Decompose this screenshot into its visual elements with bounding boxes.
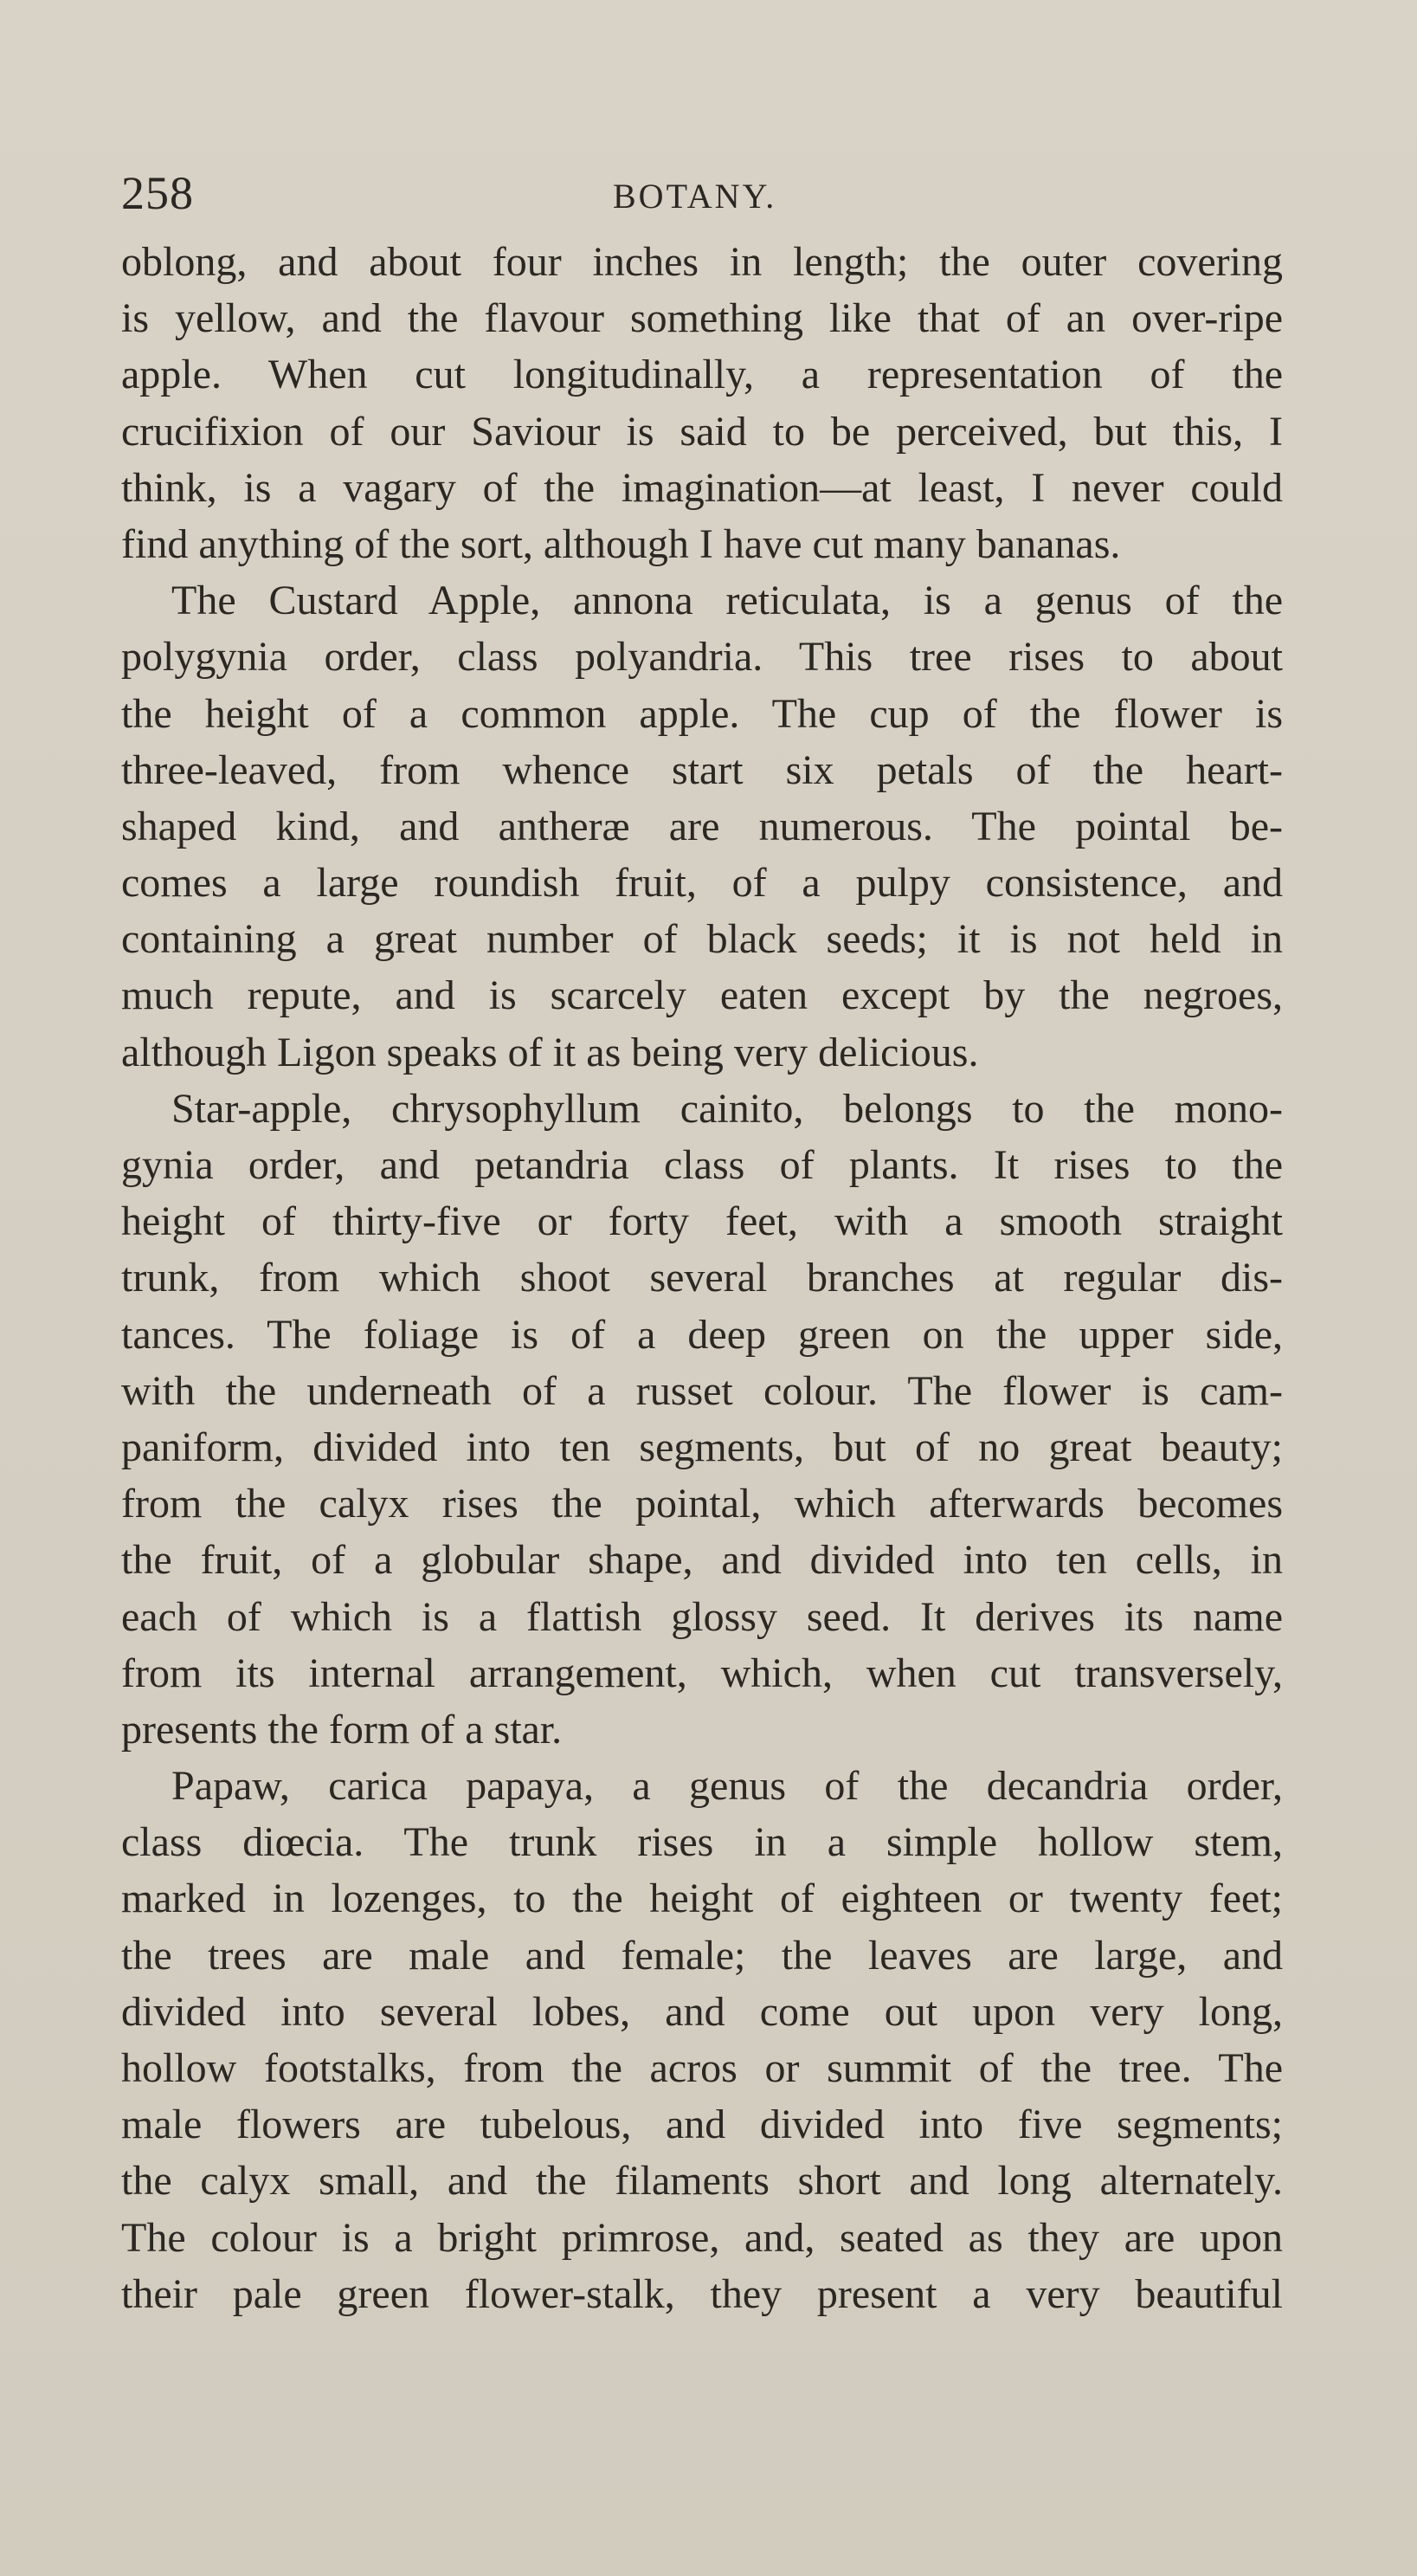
text-line: with the underneath of a russet colour. The flower is cam- xyxy=(121,1367,1283,1414)
text-line: The colour is a bright primrose, and, seated as they are upon xyxy=(121,2214,1283,2261)
text-line: Papaw, carica papaya, a genus of the decandria order, xyxy=(171,1763,1283,1810)
text-line: three-leaved, from whence start six petals of the heart- xyxy=(121,746,1283,793)
text-line: from its internal arrangement, which, when cut transversely, xyxy=(121,1650,1283,1696)
text-line: the trees are male and female; the leaves are large, and xyxy=(121,1932,1283,1979)
text-line: containing a great number of black seeds; it is not held in xyxy=(121,916,1283,963)
text-line: hollow footstalks, from the acros or summit of the tree. The xyxy=(121,2045,1283,2091)
text-line: height of thirty-five or forty feet, with a smooth straight xyxy=(121,1198,1283,1245)
body-text xyxy=(121,234,1283,2322)
text-line: class diœcia. The trunk rises in a simple hollow stem, xyxy=(121,1819,1283,1866)
text-line: comes a large roundish fruit, of a pulpy consistence, and xyxy=(121,860,1283,907)
text-line: The Custard Apple, annona reticulata, is a genus of the xyxy=(171,578,1283,624)
page-number: 258 xyxy=(121,167,194,219)
text-line: crucifixion of our Saviour is said to be perceived, but this, I xyxy=(121,408,1283,455)
text-line: the fruit, of a globular shape, and divided into ten cells, in xyxy=(121,1537,1283,1584)
text-line: paniform, divided into ten segments, but of no great beauty; xyxy=(121,1424,1283,1470)
text-line: is yellow, and the flavour something like that of an over-ripe xyxy=(121,295,1283,342)
text-line: each of which is a flattish glossy seed. It derives its name xyxy=(121,1593,1283,1640)
text-line: shaped kind, and antheræ are numerous. The pointal be- xyxy=(121,803,1283,849)
text-line: oblong, and about four inches in length; the outer covering xyxy=(121,239,1283,285)
text-line: their pale green flower-stalk, they present a very beautiful xyxy=(121,2270,1283,2317)
text-line: male flowers are tubelous, and divided into five segments; xyxy=(121,2101,1283,2148)
text-line: presents the form of a star. xyxy=(121,1706,563,1753)
text-line: the calyx small, and the filaments short and long alternately. xyxy=(121,2158,1283,2205)
text-line: tances. The foliage is of a deep green on the upper side, xyxy=(121,1311,1283,1358)
text-line: gynia order, and petandria class of plants. It rises to the xyxy=(121,1142,1283,1188)
text-line: divided into several lobes, and come out upon very long, xyxy=(121,1988,1283,2035)
page-header xyxy=(121,163,1298,223)
text-line: find anything of the sort, although I have cut many bananas. xyxy=(121,520,1121,567)
text-line: although Ligon speaks of it as being very delicious. xyxy=(121,1029,979,1075)
running-title: BOTANY. xyxy=(613,177,777,216)
text-line: from the calyx rises the pointal, which afterwards becomes xyxy=(121,1481,1283,1527)
text-line: Star-apple, chrysophyllum cainito, belongs to the mono- xyxy=(171,1085,1283,1132)
text-line: marked in lozenges, to the height of eighteen or twenty feet; xyxy=(121,1876,1283,1922)
text-line: apple. When cut longitudinally, a representation of the xyxy=(121,352,1283,398)
text-line: the height of a common apple. The cup of the flower is xyxy=(121,690,1283,737)
text-line: trunk, from which shoot several branches at regular dis- xyxy=(121,1255,1283,1301)
text-line: much repute, and is scarcely eaten except by the negroes, xyxy=(121,972,1283,1019)
text-line: polygynia order, class polyandria. This tree rises to about xyxy=(121,634,1283,681)
text-line: think, is a vagary of the imagination—at least, I never could xyxy=(121,464,1283,511)
